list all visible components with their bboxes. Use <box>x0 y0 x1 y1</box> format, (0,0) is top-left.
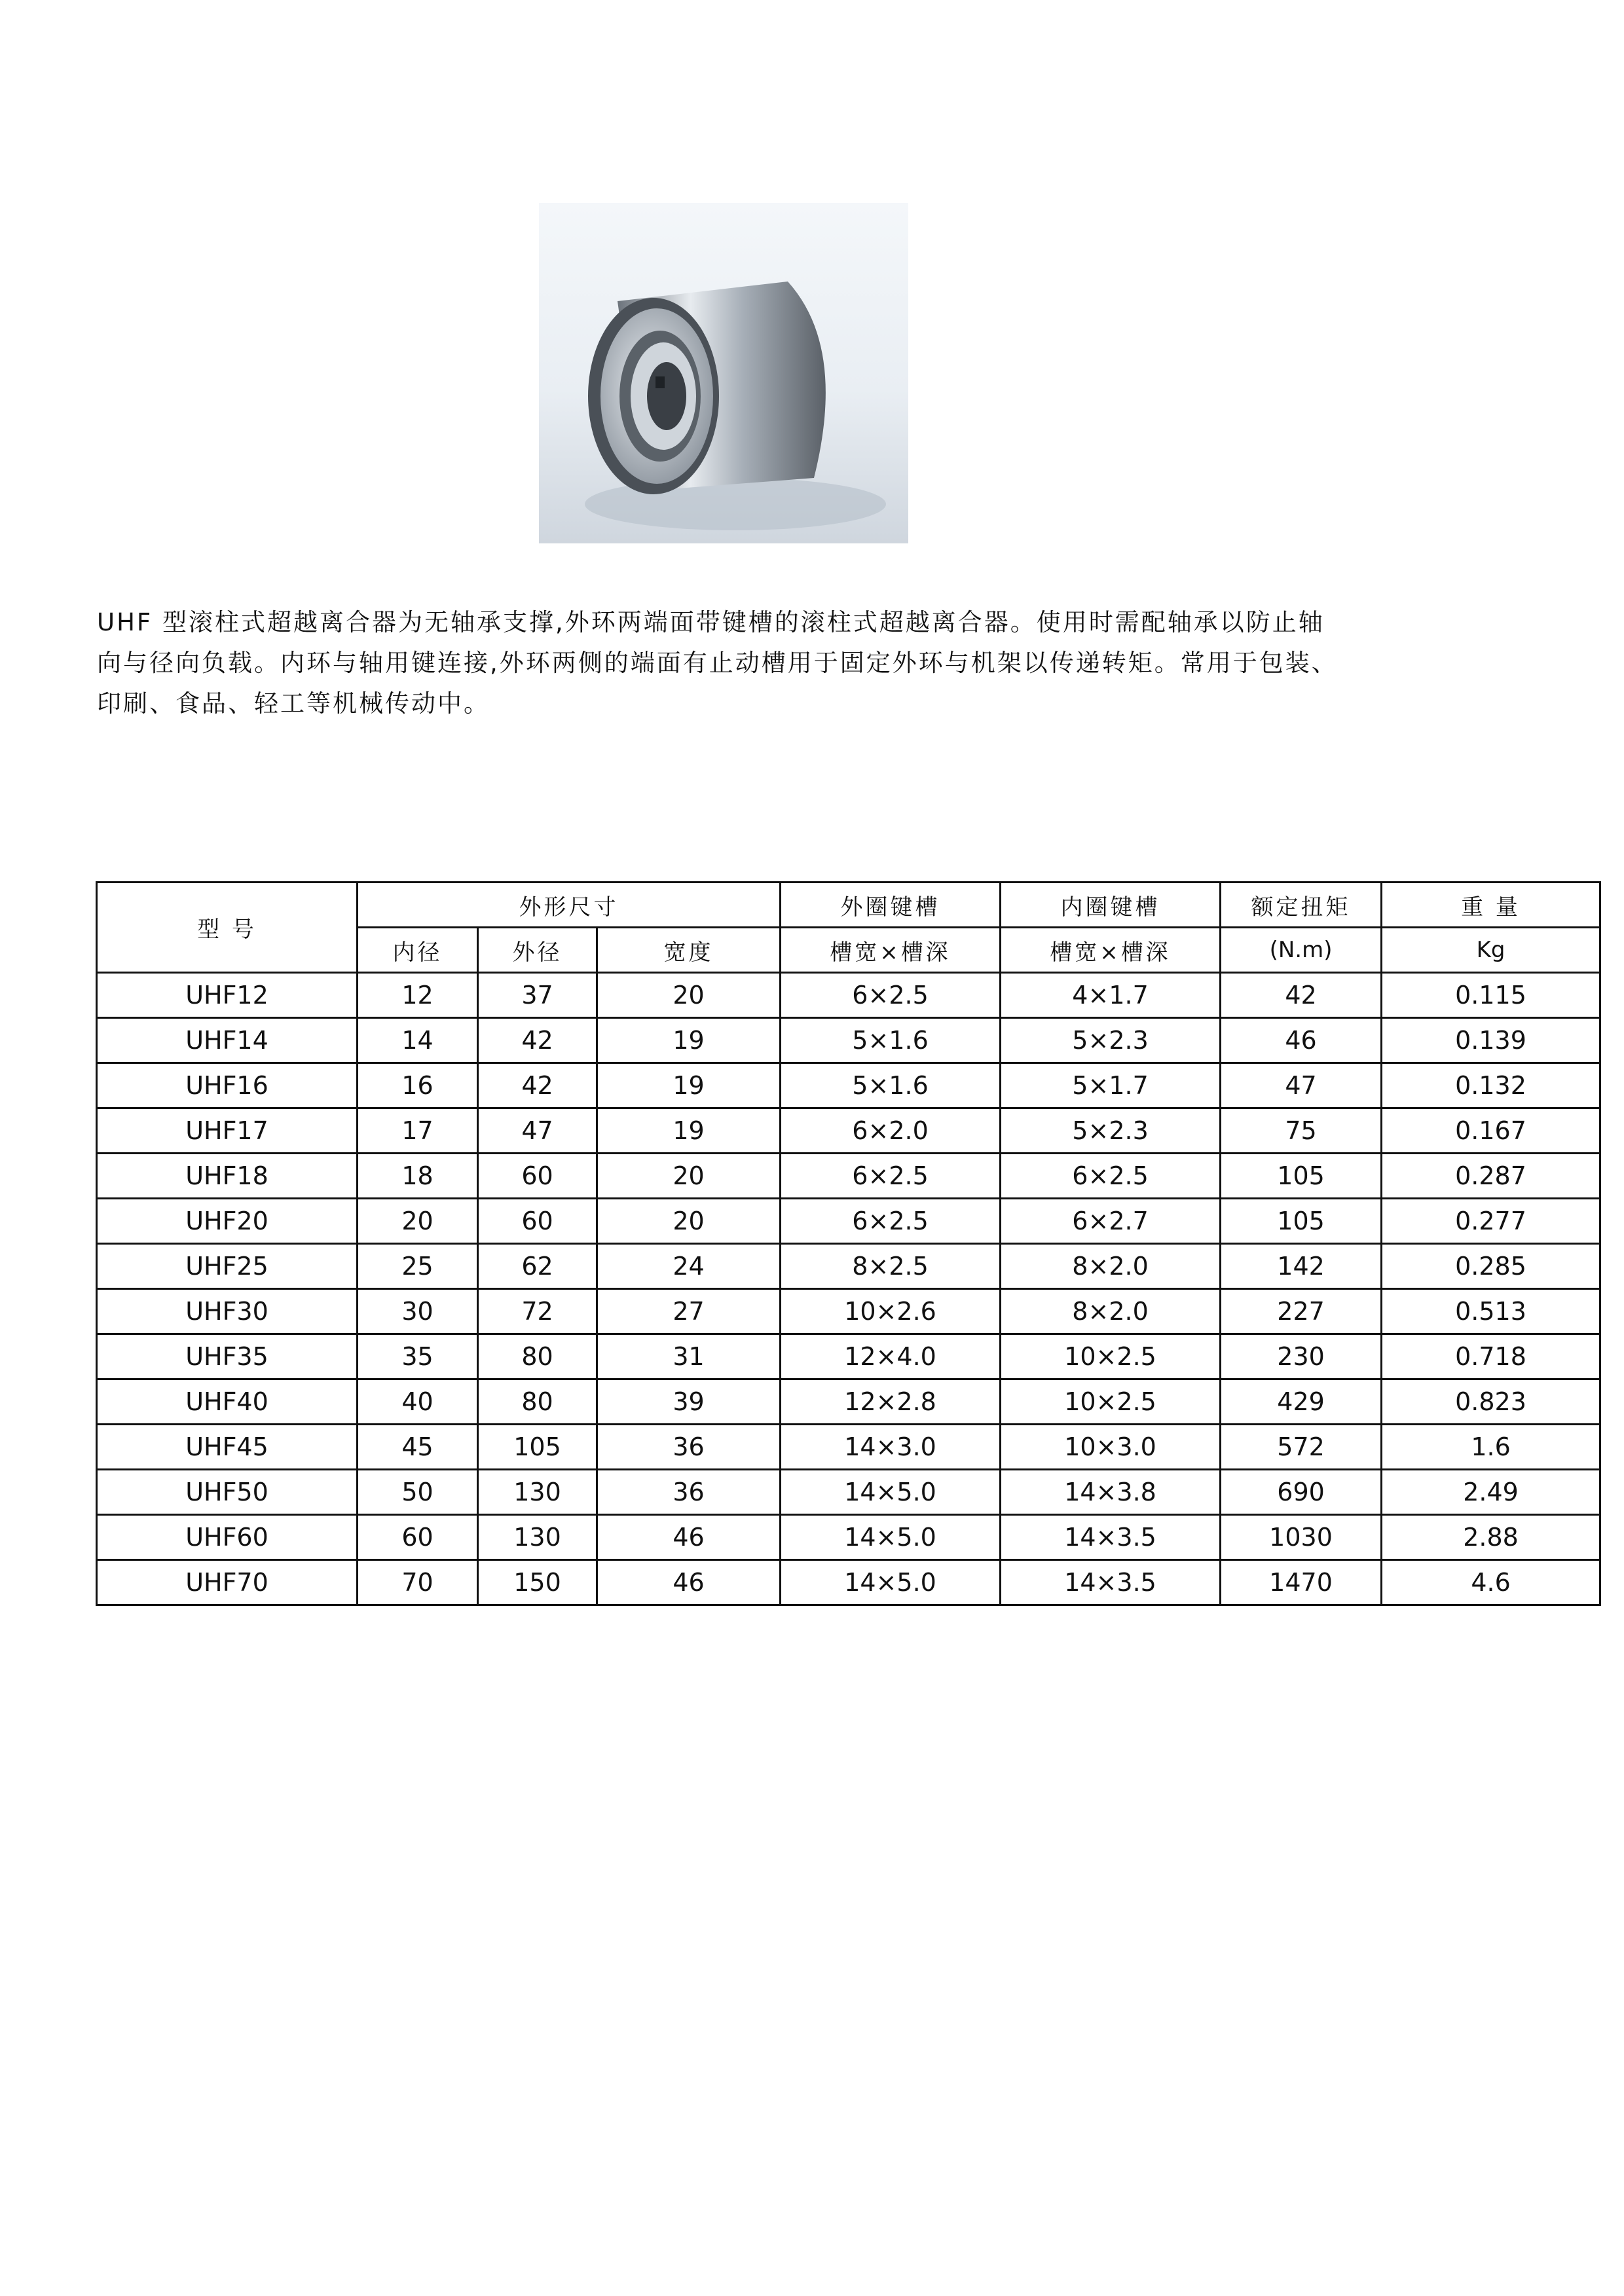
cell-inner-keyway: 5×1.7 <box>1001 1063 1221 1108</box>
cell-width: 36 <box>597 1470 781 1515</box>
header-torque: 额定扭矩 <box>1221 883 1382 928</box>
cell-model: UHF60 <box>97 1515 358 1560</box>
table-row <box>97 1425 1600 1470</box>
cell-inner-keyway: 14×3.5 <box>1001 1560 1221 1605</box>
cell-inner-keyway: 5×2.3 <box>1001 1108 1221 1154</box>
cell-width: 19 <box>597 1108 781 1154</box>
header-inner-keyway-size: 槽宽×槽深 <box>1001 928 1221 973</box>
cell-model: UHF14 <box>97 1018 358 1063</box>
cell-inner-diameter: 20 <box>358 1199 478 1244</box>
cell-outer-keyway: 5×1.6 <box>781 1018 1001 1063</box>
cell-width: 36 <box>597 1425 781 1470</box>
description-line-2: 向与径向负载。内环与轴用键连接,外环两侧的端面有止动槽用于固定外环与机架以传递转矩。常用于包装、 <box>97 649 1338 677</box>
cell-outer-diameter: 37 <box>478 973 597 1018</box>
cell-weight: 2.88 <box>1382 1515 1600 1560</box>
cell-weight: 0.167 <box>1382 1108 1600 1154</box>
cell-inner-keyway: 14×3.8 <box>1001 1470 1221 1515</box>
header-weight-unit: Kg <box>1382 928 1600 973</box>
description-line-1: UHF 型滚柱式超越离合器为无轴承支撑,外环两端面带键槽的滚柱式超越离合器。使用时需配轴承以防止轴 <box>97 608 1325 636</box>
table-row <box>97 1470 1600 1515</box>
cell-inner-keyway: 8×2.0 <box>1001 1244 1221 1289</box>
cell-model: UHF25 <box>97 1244 358 1289</box>
cell-weight: 0.115 <box>1382 973 1600 1018</box>
spec-table-body <box>97 973 1600 1605</box>
cell-outer-keyway: 5×1.6 <box>781 1063 1001 1108</box>
cell-outer-diameter: 60 <box>478 1199 597 1244</box>
header-outer-diameter: 外径 <box>478 928 597 973</box>
cell-torque: 46 <box>1221 1018 1382 1063</box>
table-row <box>97 1289 1600 1334</box>
cell-weight: 0.823 <box>1382 1379 1600 1425</box>
cell-inner-keyway: 6×2.5 <box>1001 1154 1221 1199</box>
cell-inner-keyway: 14×3.5 <box>1001 1515 1221 1560</box>
cell-width: 20 <box>597 1154 781 1199</box>
cell-inner-keyway: 8×2.0 <box>1001 1289 1221 1334</box>
cell-inner-keyway: 10×2.5 <box>1001 1334 1221 1379</box>
cell-weight: 0.139 <box>1382 1018 1600 1063</box>
cell-outer-keyway: 14×3.0 <box>781 1425 1001 1470</box>
cell-width: 31 <box>597 1334 781 1379</box>
cell-outer-diameter: 150 <box>478 1560 597 1605</box>
cell-model: UHF70 <box>97 1560 358 1605</box>
cell-weight: 0.287 <box>1382 1154 1600 1199</box>
cell-model: UHF40 <box>97 1379 358 1425</box>
cell-torque: 1470 <box>1221 1560 1382 1605</box>
cell-model: UHF18 <box>97 1154 358 1199</box>
cell-outer-keyway: 6×2.0 <box>781 1108 1001 1154</box>
cell-inner-keyway: 10×2.5 <box>1001 1379 1221 1425</box>
table-row <box>97 1244 1600 1289</box>
header-outer-keyway-size: 槽宽×槽深 <box>781 928 1001 973</box>
cell-torque: 230 <box>1221 1334 1382 1379</box>
cell-weight: 2.49 <box>1382 1470 1600 1515</box>
cell-model: UHF12 <box>97 973 358 1018</box>
table-row <box>97 1515 1600 1560</box>
cell-outer-keyway: 12×4.0 <box>781 1334 1001 1379</box>
cell-inner-keyway: 5×2.3 <box>1001 1018 1221 1063</box>
cell-outer-diameter: 72 <box>478 1289 597 1334</box>
cell-torque: 105 <box>1221 1199 1382 1244</box>
cell-torque: 1030 <box>1221 1515 1382 1560</box>
cell-weight: 0.513 <box>1382 1289 1600 1334</box>
cell-model: UHF17 <box>97 1108 358 1154</box>
cell-outer-keyway: 10×2.6 <box>781 1289 1001 1334</box>
cell-model: UHF20 <box>97 1199 358 1244</box>
cell-width: 20 <box>597 973 781 1018</box>
header-torque-unit: (N.m) <box>1221 928 1382 973</box>
cell-weight: 0.132 <box>1382 1063 1600 1108</box>
table-row <box>97 1018 1600 1063</box>
cell-model: UHF30 <box>97 1289 358 1334</box>
cell-inner-diameter: 16 <box>358 1063 478 1108</box>
table-row <box>97 1063 1600 1108</box>
cell-weight: 4.6 <box>1382 1560 1600 1605</box>
cell-outer-keyway: 14×5.0 <box>781 1560 1001 1605</box>
cell-inner-keyway: 10×3.0 <box>1001 1425 1221 1470</box>
cell-outer-diameter: 42 <box>478 1063 597 1108</box>
one-way-clutch-photo <box>539 203 908 543</box>
spec-table <box>96 881 1601 1606</box>
cell-outer-keyway: 12×2.8 <box>781 1379 1001 1425</box>
table-row <box>97 1108 1600 1154</box>
cell-inner-diameter: 17 <box>358 1108 478 1154</box>
cell-inner-diameter: 35 <box>358 1334 478 1379</box>
cell-model: UHF45 <box>97 1425 358 1470</box>
cell-inner-diameter: 25 <box>358 1244 478 1289</box>
cell-inner-diameter: 12 <box>358 973 478 1018</box>
table-row <box>97 1560 1600 1605</box>
cell-weight: 1.6 <box>1382 1425 1600 1470</box>
cell-torque: 572 <box>1221 1425 1382 1470</box>
cell-outer-diameter: 130 <box>478 1515 597 1560</box>
cell-model: UHF35 <box>97 1334 358 1379</box>
cell-outer-keyway: 6×2.5 <box>781 1199 1001 1244</box>
cell-width: 19 <box>597 1063 781 1108</box>
product-description <box>97 602 1531 724</box>
cell-inner-diameter: 40 <box>358 1379 478 1425</box>
cell-outer-diameter: 60 <box>478 1154 597 1199</box>
cell-torque: 47 <box>1221 1063 1382 1108</box>
cell-torque: 690 <box>1221 1470 1382 1515</box>
cell-torque: 75 <box>1221 1108 1382 1154</box>
table-row <box>97 1334 1600 1379</box>
header-width: 宽度 <box>597 928 781 973</box>
table-row <box>97 973 1600 1018</box>
cell-outer-diameter: 47 <box>478 1108 597 1154</box>
cell-outer-keyway: 6×2.5 <box>781 1154 1001 1199</box>
cell-torque: 429 <box>1221 1379 1382 1425</box>
cell-width: 24 <box>597 1244 781 1289</box>
cell-model: UHF50 <box>97 1470 358 1515</box>
cell-outer-keyway: 14×5.0 <box>781 1515 1001 1560</box>
cell-inner-diameter: 50 <box>358 1470 478 1515</box>
cell-width: 46 <box>597 1515 781 1560</box>
cell-torque: 42 <box>1221 973 1382 1018</box>
cell-inner-diameter: 70 <box>358 1560 478 1605</box>
cell-outer-keyway: 8×2.5 <box>781 1244 1001 1289</box>
cell-outer-keyway: 14×5.0 <box>781 1470 1001 1515</box>
cell-inner-keyway: 6×2.7 <box>1001 1199 1221 1244</box>
cell-inner-diameter: 60 <box>358 1515 478 1560</box>
header-weight: 重 量 <box>1382 883 1600 928</box>
cell-inner-diameter: 14 <box>358 1018 478 1063</box>
cell-inner-diameter: 30 <box>358 1289 478 1334</box>
cell-weight: 0.285 <box>1382 1244 1600 1289</box>
header-inner-diameter: 内径 <box>358 928 478 973</box>
cell-weight: 0.277 <box>1382 1199 1600 1244</box>
cell-width: 27 <box>597 1289 781 1334</box>
cell-inner-diameter: 18 <box>358 1154 478 1199</box>
cell-outer-keyway: 6×2.5 <box>781 973 1001 1018</box>
table-row <box>97 1199 1600 1244</box>
cell-width: 19 <box>597 1018 781 1063</box>
table-row <box>97 1154 1600 1199</box>
header-model: 型 号 <box>97 883 358 973</box>
cell-inner-diameter: 45 <box>358 1425 478 1470</box>
cell-torque: 142 <box>1221 1244 1382 1289</box>
header-outer-keyway: 外圈键槽 <box>781 883 1001 928</box>
cell-outer-diameter: 62 <box>478 1244 597 1289</box>
cell-outer-diameter: 42 <box>478 1018 597 1063</box>
cell-outer-diameter: 80 <box>478 1334 597 1379</box>
cell-outer-diameter: 80 <box>478 1379 597 1425</box>
cell-model: UHF16 <box>97 1063 358 1108</box>
cell-torque: 227 <box>1221 1289 1382 1334</box>
cell-width: 20 <box>597 1199 781 1244</box>
description-line-3: 印刷、食品、轻工等机械传动中。 <box>97 689 490 718</box>
header-dimensions: 外形尺寸 <box>358 883 781 928</box>
cell-width: 39 <box>597 1379 781 1425</box>
table-row <box>97 1379 1600 1425</box>
cell-width: 46 <box>597 1560 781 1605</box>
header-inner-keyway: 内圈键槽 <box>1001 883 1221 928</box>
cell-outer-diameter: 105 <box>478 1425 597 1470</box>
cell-weight: 0.718 <box>1382 1334 1600 1379</box>
cell-outer-diameter: 130 <box>478 1470 597 1515</box>
cell-torque: 105 <box>1221 1154 1382 1199</box>
cell-inner-keyway: 4×1.7 <box>1001 973 1221 1018</box>
